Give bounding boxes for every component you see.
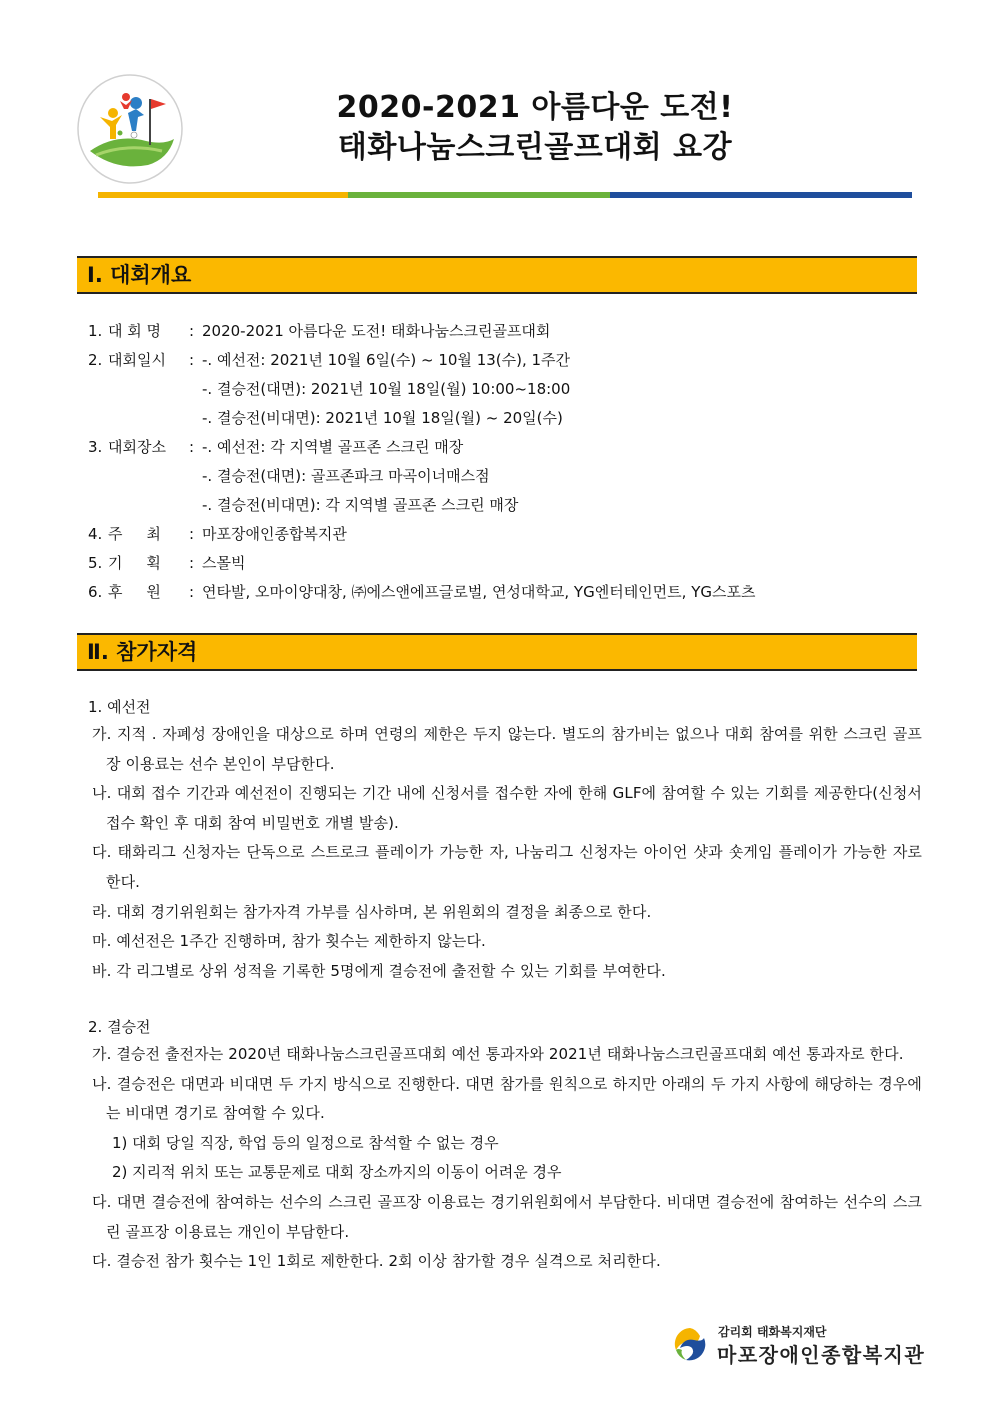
foundation-logo-icon (672, 1326, 708, 1362)
item-colon: : (189, 525, 195, 543)
title-line-1: 2020-2021 아름다운 도전! (336, 90, 734, 125)
overview-item-planning (88, 553, 245, 573)
item-text: 마포장애인종합복지관 (202, 525, 347, 543)
title-color-bar (98, 192, 912, 198)
item-number: 2. (88, 351, 103, 369)
prelim-rules (92, 720, 922, 986)
item-number: 5. (88, 554, 103, 572)
footer-center-name: 마포장애인종합복지관 (717, 1343, 926, 1367)
item-text: 연타발, 오마이양대창, ㈜에스앤에프글로벌, 연성대학교, YG엔터테인먼트, YG스포츠 (202, 583, 756, 601)
item-label: 대회장소 (108, 438, 166, 456)
title-line-2: 태화나눔스크린골프대회 요강 (337, 130, 733, 165)
final-rules (92, 1040, 922, 1277)
item-text: 스몰빅 (202, 554, 246, 572)
overview-item-name (88, 321, 550, 341)
prelim-rule-na: 나. 대회 접수 기간과 예선전이 진행되는 기간 내에 신청서를 접수한 자에 한해 GLF에 참여할 수 있는 기회를 제공한다(신청서 접수 확인 후 대회 참여 비밀번호 개별 발송). (92, 784, 922, 832)
overview-item-sponsor (88, 582, 755, 602)
item-text: -. 예선전: 2021년 10월 6일(수) ~ 10월 13(수), 1주간 (202, 351, 571, 369)
item-colon: : (189, 583, 195, 601)
footer-foundation-name: 감리회 태화복지재단 (718, 1325, 827, 1339)
overview-item-host (88, 524, 347, 544)
item-label: 후 원 (108, 583, 161, 601)
item-label: 대 회 명 (108, 322, 162, 340)
final-rule-ga: 가. 결승전 출전자는 2020년 태화나눔스크린골프대회 예선 통과자와 2021년 태화나눔스크린골프대회 예선 통과자로 한다. (92, 1045, 904, 1063)
overview-venue-final-inperson: -. 결승전(대면): 골프존파크 마곡이너매스점 (202, 467, 490, 485)
golf-tournament-logo (76, 73, 184, 185)
prelim-rule-ma: 마. 예선전은 1주간 진행하며, 참가 횟수는 제한하지 않는다. (92, 932, 486, 951)
overview-date-final-inperson: -. 결승전(대면): 2021년 10월 18일(월) 10:00~18:00 (202, 380, 571, 398)
overview-item-venue (88, 437, 463, 457)
overview-venue-final-online: -. 결승전(비대면): 각 지역별 골프존 스크린 매장 (202, 496, 519, 514)
item-number: 1. (88, 322, 103, 340)
prelim-rule-ra: 라. 대회 경기위원회는 참가자격 가부를 심사하며, 본 위원회의 결정을 최종으로 한다. (92, 902, 652, 921)
prelim-rule-ba: 바. 각 리그별로 상위 성적을 기록한 5명에게 결승전에 출전할 수 있는 기회를 부여한다. (92, 961, 666, 980)
prelim-rule-da: 다. 태화리그 신청자는 단독으로 스트로크 플레이가 가능한 자, 나눔리그 신청자는 아이언 샷과 숏게임 플레이가 가능한 자로 한다. (92, 843, 922, 891)
color-bar-green (348, 192, 610, 198)
item-text: 2020-2021 아름다운 도전! 태화나눔스크린골프대회 (202, 322, 551, 340)
final-rule-na: 나. 결승전은 대면과 비대면 두 가지 방식으로 진행한다. 대면 참가를 원칙으로 하지만 아래의 두 가지 사항에 해당하는 경우에는 비대면 경기로 참여할 수 있다. (92, 1074, 922, 1123)
final-rule-sub-1: 1) 대회 당일 직장, 학업 등의 일정으로 참석할 수 없는 경우 (112, 1133, 499, 1152)
overview-date-final-online: -. 결승전(비대면): 2021년 10월 18일(월) ~ 20일(수) (202, 409, 563, 427)
final-heading: 2. 결승전 (88, 1018, 151, 1036)
color-bar-blue (610, 192, 912, 198)
final-rule-da-1: 다. 대면 결승전에 참여하는 선수의 스크린 골프장 이용료는 경기위원회에서 부담한다. 비대면 결승전에 참여하는 선수의 스크린 골프장 이용료는 개인이 부담한다. (92, 1192, 922, 1241)
item-number: 4. (88, 525, 103, 543)
document-title (200, 88, 870, 168)
final-rule-da-2: 다. 결승전 참가 횟수는 1인 1회로 제한한다. 2회 이상 참가할 경우 실격으로 처리한다. (92, 1252, 661, 1271)
item-number: 3. (88, 438, 103, 456)
section-header-overview: Ⅰ. 대회개요 (77, 256, 917, 294)
item-number: 6. (88, 583, 103, 601)
item-colon: : (189, 554, 195, 572)
prelim-rule-ga: 가. 지적 . 자폐성 장애인을 대상으로 하며 연령의 제한은 두지 않는다. 별도의 참가비는 없으나 대회 참여를 위한 스크린 골프장 이용료는 선수 본인이 부담한다. (92, 725, 922, 773)
color-bar-yellow (98, 192, 348, 198)
item-label: 기 획 (108, 554, 161, 572)
item-label: 주 최 (108, 525, 161, 543)
prelim-heading: 1. 예선전 (88, 698, 151, 716)
item-label: 대회일시 (108, 351, 166, 369)
overview-item-date (88, 350, 570, 370)
section-header-eligibility: Ⅱ. 참가자격 (77, 633, 917, 671)
final-rule-sub-2: 2) 지리적 위치 또는 교통문제로 대회 장소까지의 이동이 어려운 경우 (112, 1163, 562, 1182)
item-text: -. 예선전: 각 지역별 골프존 스크린 매장 (202, 438, 464, 456)
item-colon: : (189, 351, 195, 369)
item-colon: : (189, 322, 195, 340)
item-colon: : (189, 438, 195, 456)
